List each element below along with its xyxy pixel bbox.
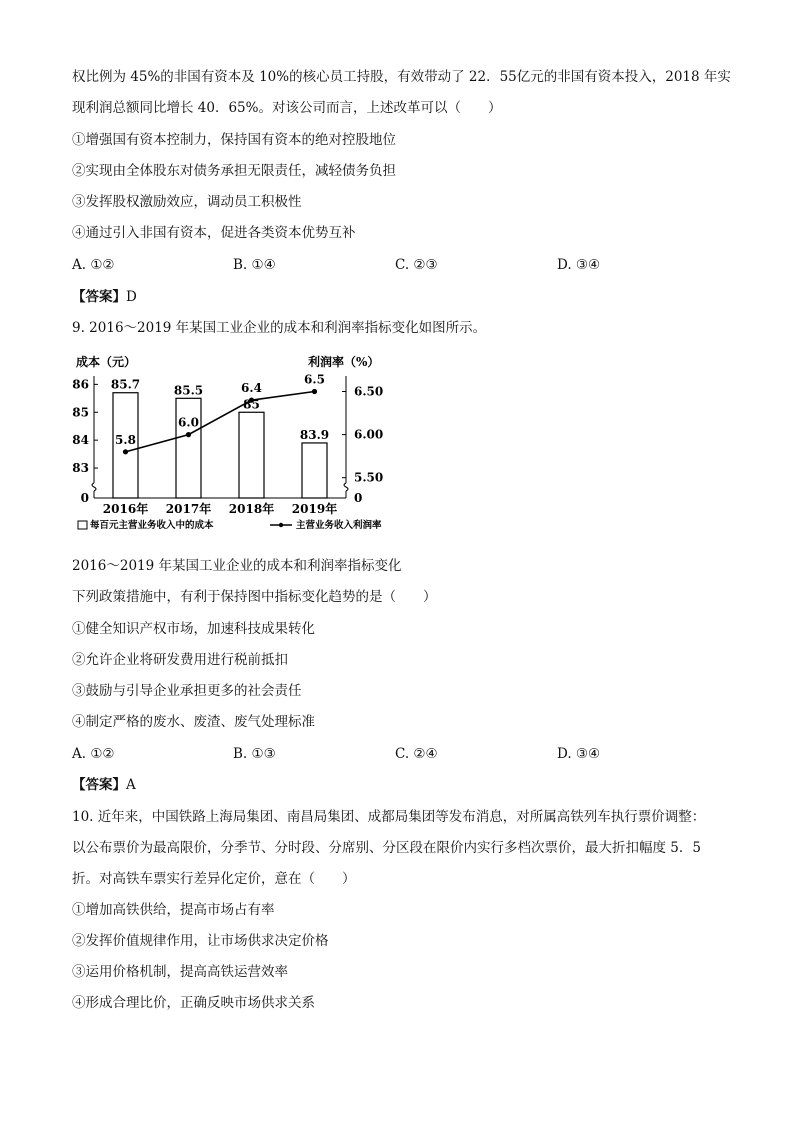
right-axis-break: [344, 483, 348, 491]
right-tick-label: 6.00: [354, 427, 384, 442]
q10-stem-line2: 以公布票价为最高限价，分季节、分时段、分席别、分区段在限价内实行多档次票价，最大折扣幅度 5．5: [72, 840, 701, 856]
q10-item-1: ①增加高铁供给，提高市场占有率: [72, 902, 275, 918]
q9-item-4: ④制定严格的废水、废渣、废气处理标准: [72, 714, 315, 730]
q8-answer: [72, 288, 137, 306]
right-tick-label-zero: 0: [354, 491, 363, 505]
right-tick-label: 6.50: [354, 384, 384, 399]
q8-option-d: D. ③④: [557, 257, 601, 273]
q10-item-4: ④形成合理比价，正确反映市场供求关系: [72, 995, 315, 1011]
profit-rate-line: [126, 392, 315, 452]
q9-item-1: ①健全知识产权市场，加速科技成果转化: [72, 621, 315, 637]
q8-item-1: ①增强国有资本控制力，保持国有资本的绝对控股地位: [72, 132, 396, 148]
line-value-label: 6.4: [241, 381, 262, 396]
q9-item-2: ②允许企业将研发费用进行税前抵扣: [72, 652, 288, 668]
q8-option-c: C. ②③: [395, 257, 438, 273]
q9-option-c: C. ②④: [395, 746, 438, 762]
bar-value-label: 85.5: [173, 383, 204, 398]
line-value-label: 5.8: [115, 432, 136, 447]
q9-option-a: A. ①②: [72, 746, 115, 762]
q8-answer-value: D: [126, 289, 137, 305]
q9-option-b: B. ①③: [233, 746, 276, 762]
q9-answer-label: 【答案】: [72, 777, 126, 793]
q8-item-3: ③发挥股权激励效应，调动员工积极性: [72, 194, 302, 210]
left-axis-break: [92, 483, 96, 491]
profit-rate-point: [186, 432, 191, 437]
q10-item-2: ②发挥价值规律作用，让市场供求决定价格: [72, 933, 329, 949]
q8-stem-line2: 现利润总额同比增长 40．65%。对该公司而言，上述改革可以（ ）: [72, 100, 502, 116]
left-tick-label: 86: [72, 377, 89, 392]
q8-option-b: B. ①④: [233, 257, 276, 273]
line-value-label: 6.5: [304, 372, 325, 387]
bar-value-label: 85.7: [110, 377, 141, 392]
q9-stem: 9. 2016～2019 年某国工业企业的成本和利润率指标变化如图所示。: [72, 320, 487, 336]
left-tick-label-zero: 0: [80, 491, 89, 505]
legend-bar-swatch: [78, 521, 87, 529]
cost-bar: [239, 412, 264, 498]
q8-option-a: A. ①②: [72, 257, 115, 273]
legend-line-marker: [279, 523, 283, 527]
q8-answer-label: 【答案】: [72, 289, 126, 305]
x-tick-label: 2019年: [291, 502, 338, 516]
bar-value-label: 83.9: [299, 427, 330, 442]
q8-item-4: ④通过引入非国有资本，促进各类资本优势互补: [72, 225, 356, 241]
right-tick-label: 5.50: [354, 470, 384, 485]
x-tick-label: 2017年: [165, 502, 212, 516]
x-tick-label: 2018年: [228, 502, 275, 516]
left-tick-label: 85: [72, 405, 89, 420]
q10-stem-line1: 10. 近年来，中国铁路上海局集团、南昌局集团、成都局集团等发布消息，对所属高铁列车执行票价调整：: [72, 809, 706, 825]
left-axis-title: 成本（元）: [76, 355, 137, 369]
profit-rate-point: [123, 449, 128, 454]
q9-item-3: ③鼓励与引导企业承担更多的社会责任: [72, 683, 302, 699]
q9-option-d: D. ③④: [557, 746, 601, 762]
legend-line-label: 主营业务收入利润率: [296, 520, 382, 531]
q9-question: 下列政策措施中，有利于保持图中指标变化趋势的是（ ）: [72, 589, 437, 605]
right-axis-title: 利润率（%）: [308, 355, 380, 369]
q9-answer: [72, 776, 136, 794]
cost-bar: [176, 398, 201, 498]
cost-bar: [302, 443, 327, 498]
q10-item-3: ③运用价格机制，提高高铁运营效率: [72, 964, 288, 980]
left-tick-label: 84: [72, 433, 89, 448]
cost-profit-chart: [70, 348, 410, 543]
q8-stem-line1: 权比例为 45%的非国有资本及 10%的核心员工持股，有效带动了 22．55亿元的非国有资本投入，2018 年实: [72, 69, 731, 85]
left-tick-label: 83: [72, 461, 89, 476]
q9-answer-value: A: [126, 777, 136, 793]
profit-rate-point: [312, 389, 317, 394]
q10-stem-line3: 折。对高铁车票实行差异化定价，意在（ ）: [72, 871, 356, 887]
bar-value-label: 85: [243, 397, 260, 412]
x-tick-label: 2016年: [102, 502, 149, 516]
legend-bar-label: 每百元主营业务收入中的成本: [90, 520, 214, 531]
q9-caption: 2016～2019 年某国工业企业的成本和利润率指标变化: [72, 558, 402, 574]
line-value-label: 6.0: [178, 415, 199, 430]
q8-item-2: ②实现由全体股东对债务承担无限责任，减轻债务负担: [72, 163, 396, 179]
